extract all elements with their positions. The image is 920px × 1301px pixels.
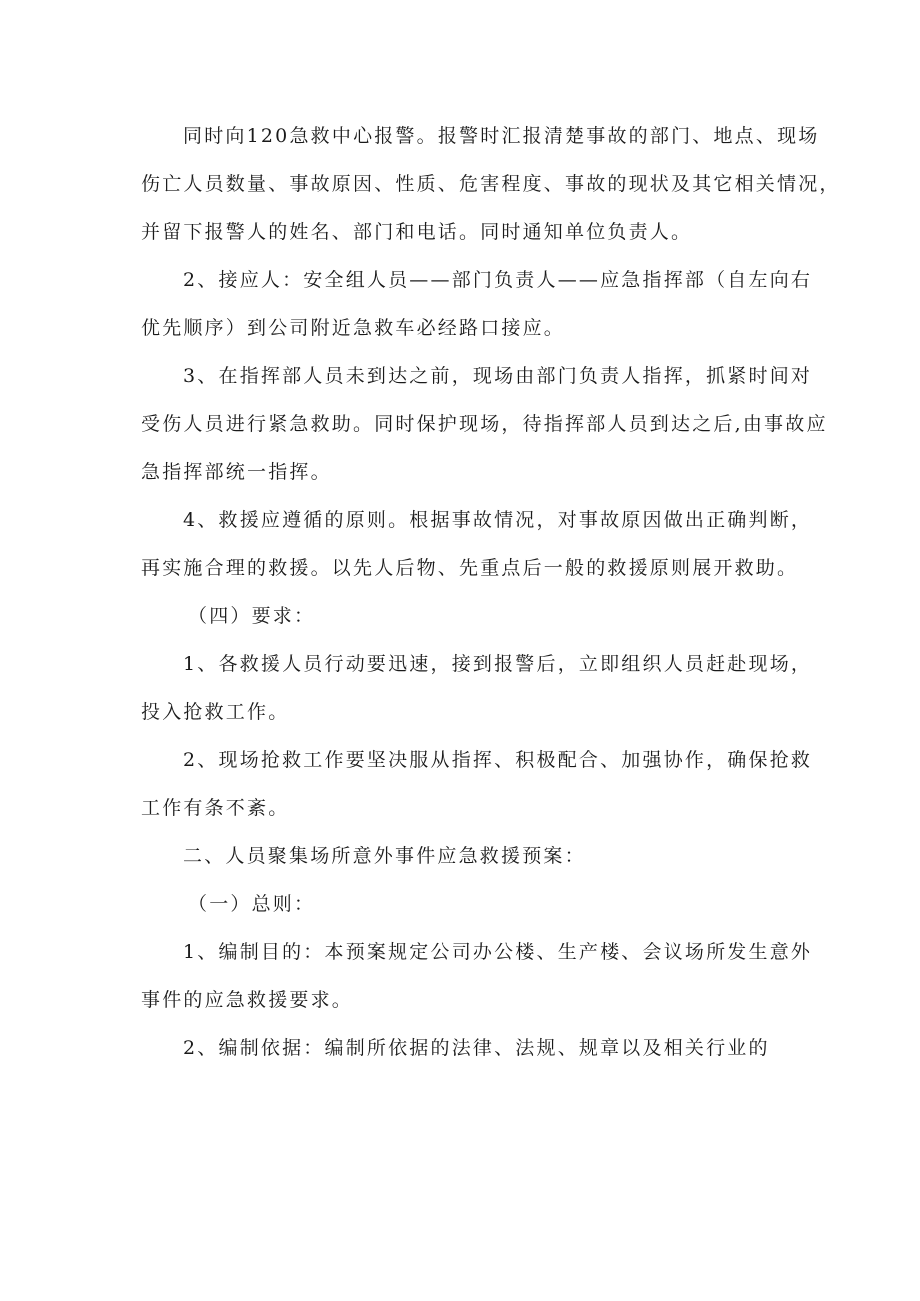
paragraph-line: 4、救援应遵循的原则。根据事故情况，对事故原因做出正确判断， <box>183 509 813 531</box>
paragraph-line: 2、接应人：安全组人员——部门负责人——应急指挥部（自左向右 <box>183 269 813 291</box>
paragraph-line: 受伤人员进行紧急救助。同时保护现场，待指挥部人员到达之后,由事故应 <box>141 413 828 435</box>
paragraph-line: 1、编制目的：本预案规定公司办公楼、生产楼、会议场所发生意外 <box>183 941 813 963</box>
paragraph-line: 急指挥部统一指挥。 <box>141 461 332 483</box>
section-heading: （一）总则： <box>188 893 316 915</box>
paragraph-line: 工作有条不紊。 <box>141 797 290 819</box>
paragraph-line: 同时向120急救中心报警。报警时汇报清楚事故的部门、地点、现场 <box>183 125 820 147</box>
paragraph-line: 2、现场抢救工作要坚决服从指挥、积极配合、加强协作，确保抢救 <box>183 749 813 771</box>
paragraph-line: 事件的应急救援要求。 <box>141 989 354 1011</box>
paragraph-line: 2、编制依据：编制所依据的法律、法规、规章以及相关行业的 <box>183 1037 770 1059</box>
section-heading: （四）要求： <box>188 605 316 627</box>
paragraph-line: 投入抢救工作。 <box>141 701 290 723</box>
paragraph-line: 伤亡人员数量、事故原因、性质、危害程度、事故的现状及其它相关情况， <box>141 173 841 195</box>
paragraph-line: 1、各救援人员行动要迅速，接到报警后，立即组织人员赶赴现场， <box>183 653 813 675</box>
paragraph-line: 再实施合理的救援。以先人后物、先重点后一般的救援原则展开救助。 <box>141 557 799 579</box>
chapter-heading: 二、人员聚集场所意外事件应急救援预案： <box>183 845 586 867</box>
paragraph-line: 3、在指挥部人员未到达之前，现场由部门负责人指挥，抓紧时间对 <box>183 365 813 387</box>
paragraph-line: 优先顺序）到公司附近急救车必经路口接应。 <box>141 317 566 339</box>
paragraph-line: 并留下报警人的姓名、部门和电话。同时通知单位负责人。 <box>141 221 693 243</box>
